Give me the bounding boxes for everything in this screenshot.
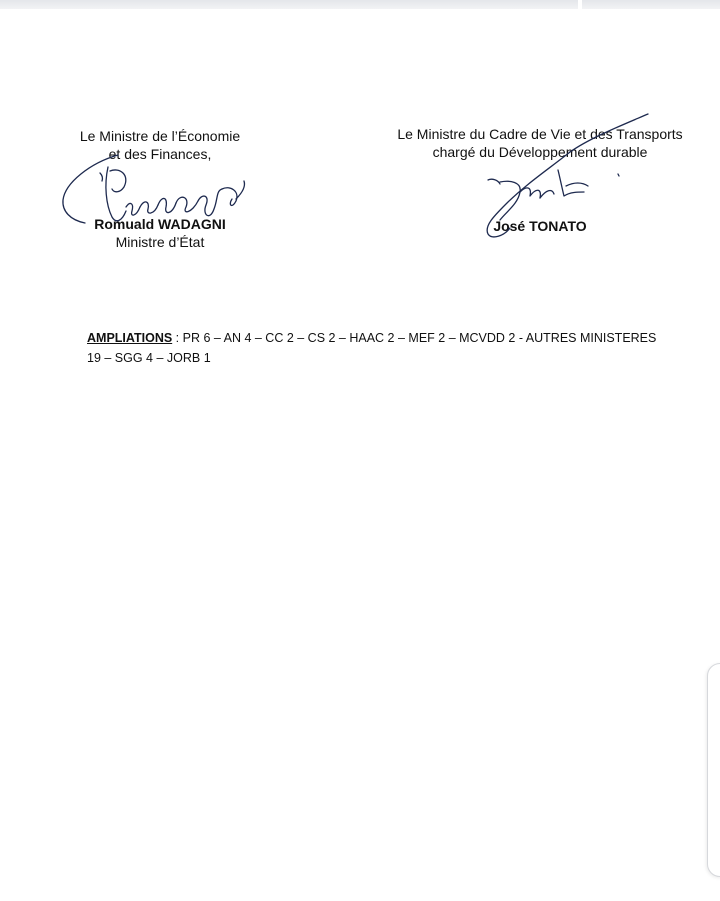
top-strip-divider [578, 0, 582, 9]
left-signatory-title-line1: Le Ministre de l’Économie [79, 128, 241, 144]
right-handwritten-signature [470, 108, 660, 243]
right-signatory-title-line2: chargé du Développement durable [432, 144, 648, 160]
right-signatory-title-line1: Le Ministre du Cadre de Vie et des Transports [397, 126, 683, 142]
left-signatory-name: Romuald WADAGNI [94, 216, 226, 232]
ampliations-text-line1: : PR 6 – AN 4 – CC 2 – CS 2 – HAAC 2 – MEF 2 – MCVDD 2 - AUTRES MINISTERES [172, 331, 657, 345]
top-scroll-strip [0, 0, 720, 9]
ampliations-label: AMPLIATIONS [87, 331, 173, 345]
left-signatory-title-line2: et des Finances, [108, 146, 212, 162]
side-panel-handle[interactable] [707, 663, 720, 877]
ampliations-paragraph [87, 328, 667, 368]
ampliations-text-line2: 19 – SGG 4 – JORB 1 [87, 351, 211, 365]
left-signatory-rank: Ministre d’État [115, 234, 205, 250]
left-handwritten-signature [60, 145, 260, 240]
right-signatory-name: José TONATO [493, 218, 587, 234]
